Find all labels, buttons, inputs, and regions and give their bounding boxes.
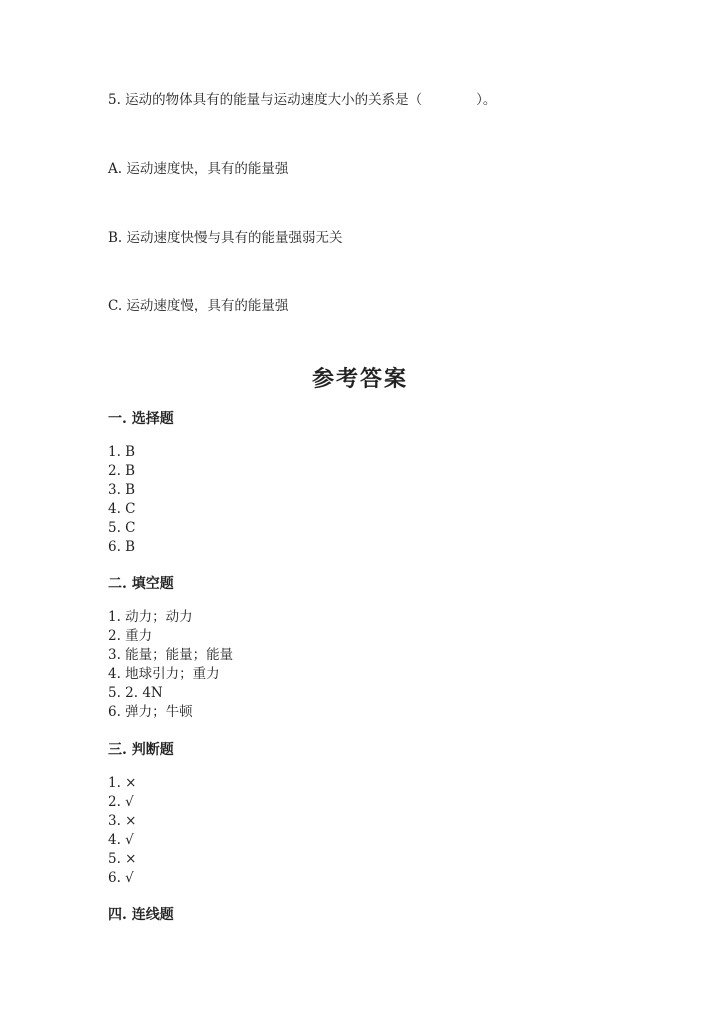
answer-item: 3. × bbox=[108, 813, 137, 829]
answer-key-title: 参考答案 bbox=[311, 366, 408, 392]
question-stem: 5. 运动的物体具有的能量与运动速度大小的关系是（ ）。 bbox=[108, 92, 497, 108]
answer-item: 6. B bbox=[108, 539, 136, 555]
answer-item: 4. √ bbox=[108, 832, 134, 848]
answer-list-fill bbox=[108, 608, 233, 722]
section-heading-fill: 二. 填空题 bbox=[108, 576, 174, 592]
answer-item: 4. 地球引力；重力 bbox=[108, 666, 220, 682]
answer-list-judge bbox=[108, 774, 136, 888]
option-c: C. 运动速度慢，具有的能量强 bbox=[108, 298, 289, 314]
answer-item: 1. 动力；动力 bbox=[108, 609, 193, 625]
answer-item: 1. × bbox=[108, 775, 137, 791]
answer-item: 3. B bbox=[108, 482, 136, 498]
answer-item: 5. C bbox=[108, 520, 136, 536]
answer-item: 2. 重力 bbox=[108, 628, 153, 644]
section-heading-match: 四. 连线题 bbox=[108, 907, 174, 923]
section-heading-judge: 三. 判断题 bbox=[108, 742, 174, 758]
option-b: B. 运动速度快慢与具有的能量强弱无关 bbox=[108, 230, 343, 246]
answer-item: 2. B bbox=[108, 463, 136, 479]
answer-item: 2. √ bbox=[108, 794, 134, 810]
answer-item: 1. B bbox=[108, 444, 136, 460]
answer-item: 5. 2. 4N bbox=[108, 685, 163, 701]
option-a: A. 运动速度快，具有的能量强 bbox=[108, 161, 289, 177]
section-heading-choice: 一. 选择题 bbox=[108, 411, 174, 427]
answer-item: 3. 能量；能量；能量 bbox=[108, 647, 234, 663]
answer-item: 6. √ bbox=[108, 870, 134, 886]
answer-item: 5. × bbox=[108, 851, 137, 867]
answer-item: 6. 弹力；牛顿 bbox=[108, 704, 193, 720]
answer-list-choice bbox=[108, 443, 136, 557]
answer-item: 4. C bbox=[108, 501, 136, 517]
